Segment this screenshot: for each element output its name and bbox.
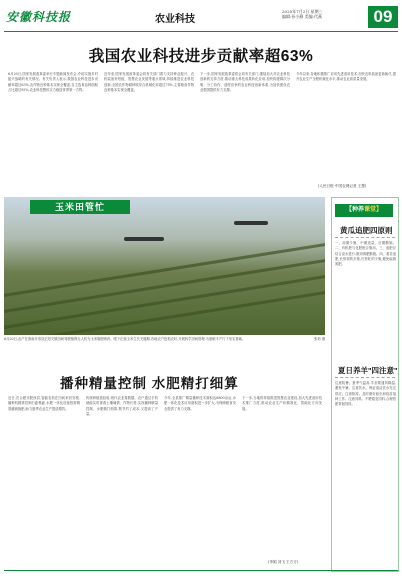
lead-column-3: 下一步,国家发展改革委将会同有关部门,继续加大对农业科技创新的支持力度,推动重大科技成果转化应用,加快构建梯次分明、分工协作、适度竞争的农业科技创新体系,为加快建设农业强国提供有力支撑。 xyxy=(200,72,290,92)
main-headline: 我国农业科技进步贡献率超63% xyxy=(88,48,314,65)
divider xyxy=(335,377,395,378)
divider xyxy=(335,237,395,238)
newspaper-masthead: 安徽科技报 xyxy=(6,10,72,24)
photo-credit: 张莉 摄 xyxy=(314,337,325,341)
lead-column-1: 6月20日,国家发展改革委举行专题新闻发布会,介绍实施乡村振兴战略的有关情况。有关负责人表示,我国农业科技进步贡献率超过63%,农作物良种基本实现全覆盖,自主选育品种面积占比超过95%,农业科技整体实力稳居世界第一方阵。 xyxy=(8,72,98,92)
editor-text: 编辑:孙小静 美编:代燕 xyxy=(282,14,322,19)
footer-rule xyxy=(4,570,398,571)
article2-column-3: 今年,全县推广精量播种技术面积达6800余亩,水肥一体化技术应用面积进一步扩大,为保障粮食安全提供了有力支撑。 xyxy=(164,396,236,411)
drone-icon xyxy=(124,237,164,241)
dateline xyxy=(282,9,362,19)
lead-column-2: 近年来,国家发展改革委会同有关部门着力支持种业振兴、农机装备补短板、智慧农业发展等重点领域,持续推进农业科技创新,全国农作物耕种收综合机械化率超过75%,主要粮食作物良种基本实现全覆盖。 xyxy=(104,72,194,92)
badge-right: 课堂】 xyxy=(364,207,383,213)
header-rule xyxy=(4,31,398,32)
section-title: 农业科技 xyxy=(155,14,195,25)
drone-icon xyxy=(234,221,268,225)
tips2-body: 注意防暑。夏季气温高,羊舍要通风降温,避免中暑。注意饮水。保证清洁饮水充足供应。注意防疫。及时做好驱虫和疫苗接种工作。注意饲料。不喂霉变饲料,合理搭配青粗饲料。 xyxy=(335,381,396,407)
photo-caption xyxy=(4,337,325,342)
lead-column-4: 今年以来,各地积极推广应用先进适用技术,加快农机装备更新换代,提升农业生产全程机械化水平,推动农业高质量发展。 xyxy=(296,72,396,82)
tips2-title: 夏日养羊"四注意" xyxy=(338,366,398,375)
sidebar-badge xyxy=(335,204,393,217)
photo-banner: 玉米田管忙 xyxy=(30,200,130,214)
article2-column-4: 下一步,当地将持续推进智慧农业建设,加大先进适用技术推广力度,推动农业生产向精准化、智能化方向发展。 xyxy=(242,396,322,411)
caption-text: 6月20日,农户在淮南市寿县正阳关镇田间驾驶植保无人机为玉米施肥喷药。眼下正值玉米生长关键期,各地农户抢抓农时,开展科学田间管理,为夏粮丰产打下坚实基础。 xyxy=(4,337,246,341)
article2-title: 播种精量控制 水肥精打细算 xyxy=(60,376,239,391)
tips1-title: 黄瓜追肥四原则 xyxy=(340,226,393,235)
date-text: 2025年7月2日 星期三 xyxy=(282,9,323,14)
page-number: 09 xyxy=(368,6,398,28)
badge-left: 【种养 xyxy=(345,207,364,213)
article2-column-1: 近日,在合肥市肥西县,智能农机在田间来回穿梭,播种机精准控制行距株距,水肥一体化设备按需精准灌溉施肥,助力夏季农业生产提质增效。 xyxy=(8,396,80,411)
tips1-body: 一、前期少施、中期适量、后期勤施。二、有机肥与化肥配合施用。三、追肥应结合浇水进行,做到薄肥勤施。四、看苗追肥,长势弱的多施,长势旺的少施,避免偏施氮肥。 xyxy=(335,241,396,267)
lead-source: (人民日报·中国农网记者 王慧) xyxy=(318,184,367,188)
article2-column-2: 传统种植靠经验,现代农业靠数据。农户通过手机就能实时查看土壤墒情、作物长势,实现播种精量控制、水肥精打细算,既节约了成本,又提高了产量。 xyxy=(86,396,158,416)
article2-byline: (李娟 刘飞 王方方) xyxy=(268,560,299,564)
field-drone-photo xyxy=(4,197,325,335)
